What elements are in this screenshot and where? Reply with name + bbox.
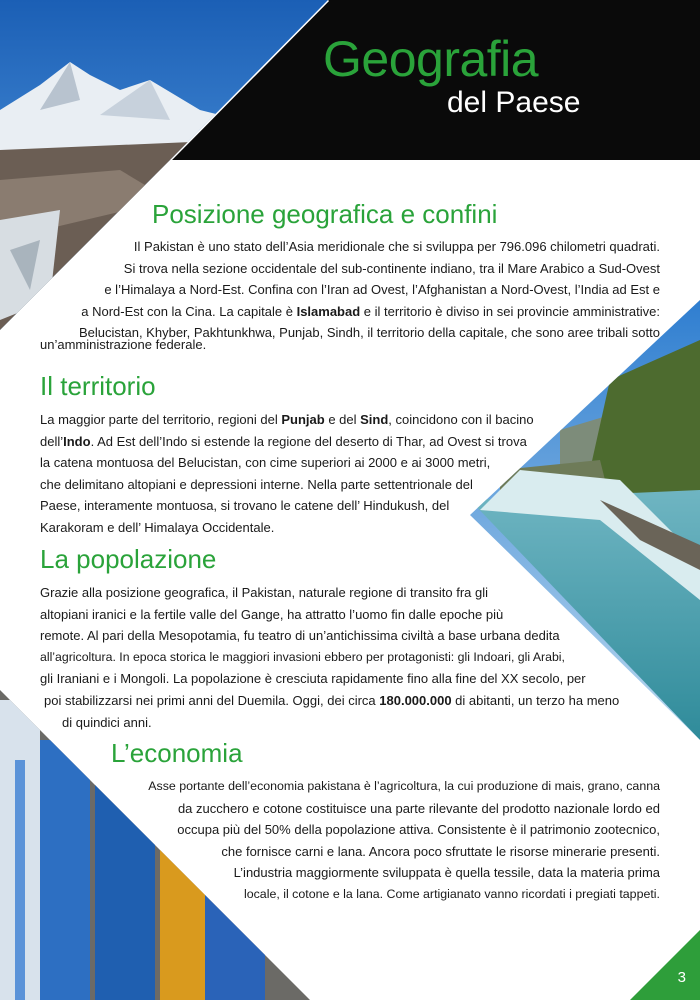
page-subtitle: del Paese — [447, 86, 581, 119]
paragraph-popolazione: Grazie alla posizione geografica, il Pakistan, naturale regione di transito fra gli altopiani iranici e la fertile valle del Gange, ha attratto l’uomo fin dalle epoche più remote. Al pari della Mesopotamia, fu teatro di un’antichissima civiltà a base urbana dedita all’agricoltura. In epoca storica le maggiori invasioni ebbero per protagonisti: gli Indoari, gli Arabi, gli Iraniani e i Mongoli. La popolazione è cresciuta rapidamente fino alla fine del XX secolo, per poi stabilizzarsi nei primi anni del Duemila. Oggi, dei circa 180.000.000 di abitanti, un terzo ha meno di quindici anni. — [40, 585, 620, 730]
page-number: 3 — [677, 969, 686, 986]
paragraph-economia: Asse portante dell’economia pakistana è l’agricoltura, la cui produzione di mais, grano, canna da zucchero e cotone costituisce una parte rilevante del prodotto nazionale lordo ed occupa più del 50% della popolazione attiva. Consistente è il patrimonio zootecnico, che fornisce carni e lana. Ancora poco sfruttate le risorse minerarie presenti. L’industria maggiormente sviluppata è quella tessile, data la materia prima locale, il cotone e la lana. Come artigianato vanno ricordati i pregiati tappeti. — [148, 779, 660, 901]
page-title: Geografia — [323, 31, 539, 87]
paragraph-territorio: La maggior parte del territorio, regioni del Punjab e del Sind, coincidono con il bacino dell’Indo. Ad Est dell’Indo si estende la regione del deserto di Thar, ad Ovest si trova la catena montuosa del Belucistan, con cime superiori ai 2000 e ai 3000 metri, che delimitano altopiani e depressioni interne. Nella parte settentrionale del Paese, interamente montuosa, si trovano le catene dell’ Hindukush, del Karakoram e dell’ Himalaya Occidentale. — [40, 412, 534, 535]
heading-territorio: Il territorio — [40, 371, 156, 401]
heading-posizione: Posizione geografica e confini — [152, 199, 498, 229]
green-corner — [630, 930, 700, 1000]
heading-economia: L’economia — [111, 738, 243, 768]
paragraph-posizione: Il Pakistan è uno stato dell’Asia meridionale che si sviluppa per 796.096 chilometri quadrati. Si trova nella sezione occidentale del sub-continente indiano, tra il Mare Arabico a Sud-Ovest e l’Himalaya a Nord-Est. Confina con l’Iran ad Ovest, l’Afghanistan a Nord-Ovest, l’India ad Est e a Nord-Est con la Cina. La capitale è Islamabad e il territorio è diviso in sei provincie amministrative: Belucistan, Khyber, Pakhtunkhwa, Punjab, Sindh, il territorio della capitale, che sono aree tribali sotto — [78, 239, 660, 341]
paragraph-posizione-end: un’amministrazione federale. — [40, 337, 207, 352]
heading-popolazione: La popolazione — [40, 544, 217, 574]
